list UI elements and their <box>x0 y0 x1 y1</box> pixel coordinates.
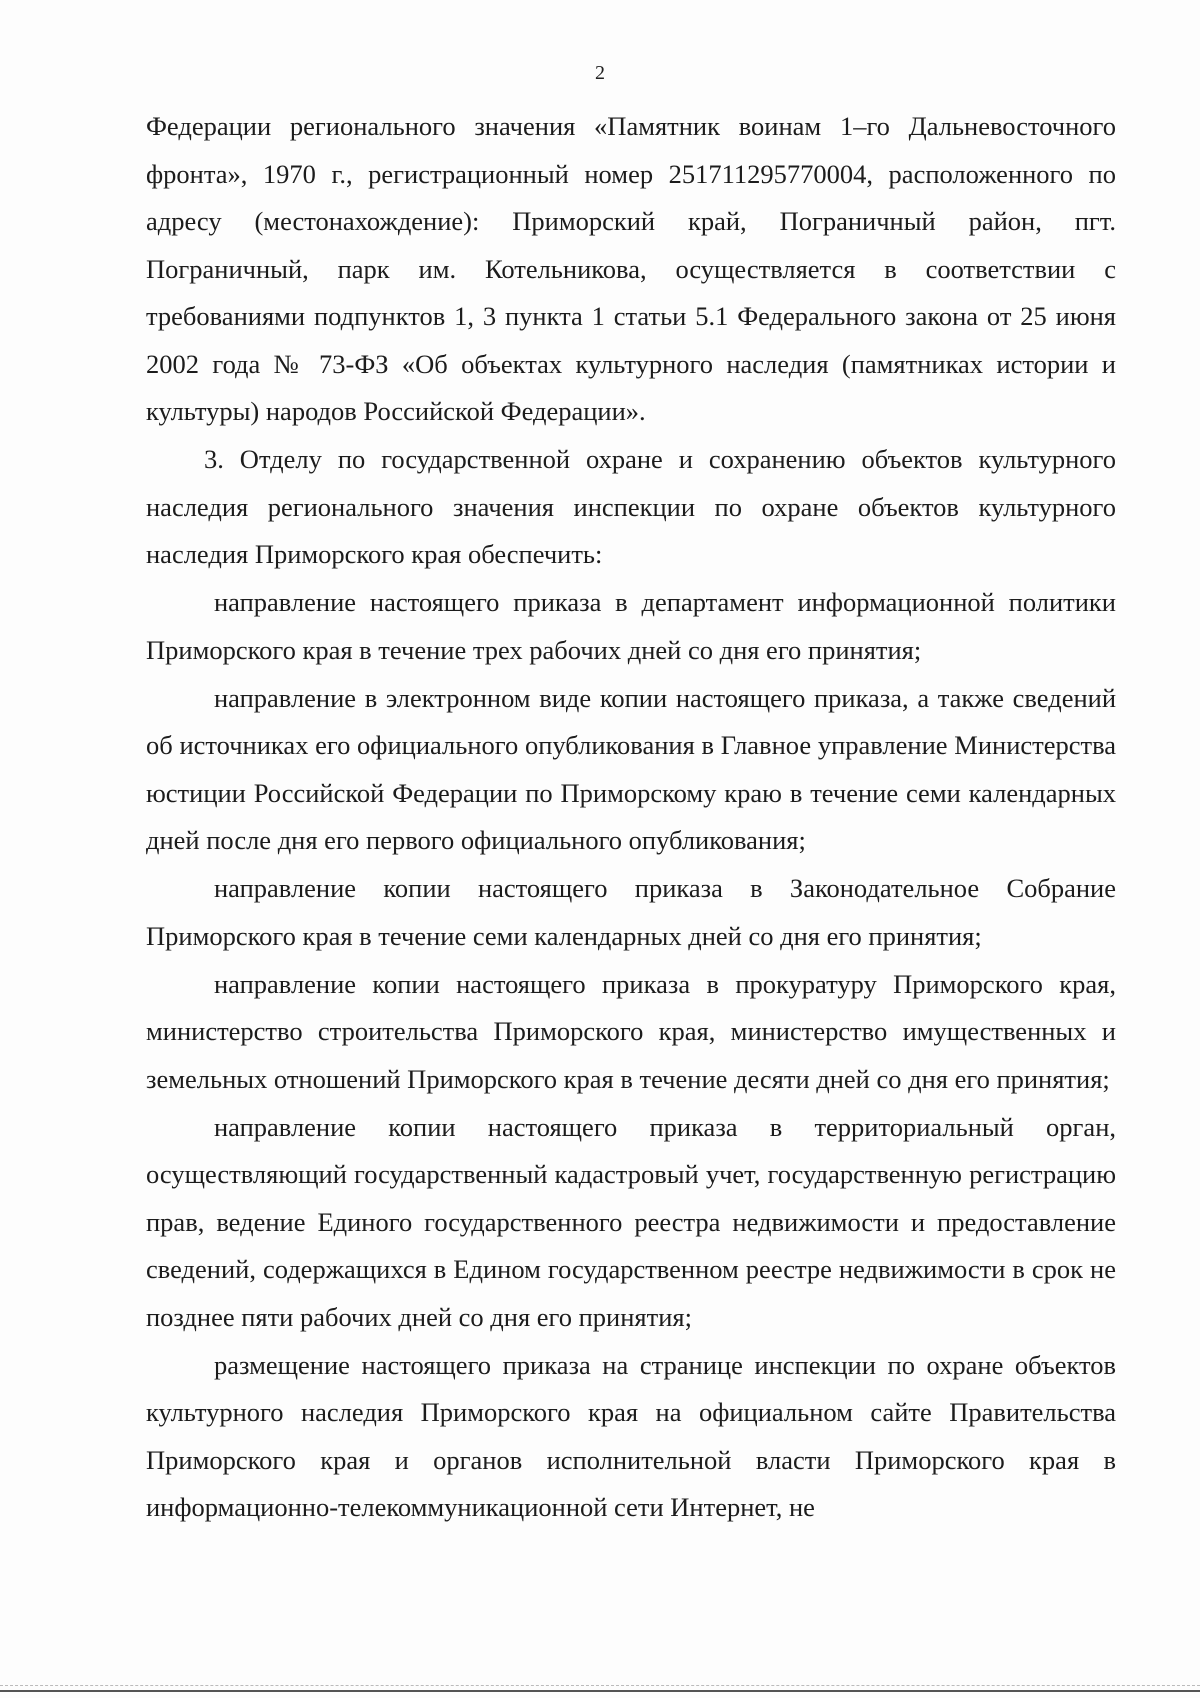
paragraph-justice-ministry: направление в электронном виде копии настоящего приказа, а также сведений об источниках его официального опубликования в Главное управление Министерства юстиции Российской Федерации по Приморскому краю в течение семи календарных дней после дня его первого официального опубликования; <box>146 682 1116 855</box>
paragraph-prosecutor: направление копии настоящего приказа в прокуратуру Приморского края, министерство строительства Приморского края, министерство имущественных и земельных отношений Приморского края в течение десяти дней со дня его принятия; <box>146 968 1116 1094</box>
scan-edge-rule <box>0 1690 1200 1692</box>
paragraph-website-publication: размещение настоящего приказа на странице инспекции по охране объектов культурного наследия Приморского края на официальном сайте Правительства Приморского края и органов исполнительной власти Приморского края в информационно-телекоммуникационной сети Интернет, не <box>146 1349 1116 1522</box>
page-number: 2 <box>595 62 605 84</box>
paragraph-item-3: 3. Отделу по государственной охране и сохранению объектов культурного наследия регионального значения инспекции по охране объектов культурного наследия Приморского края обеспечить: <box>146 444 1116 569</box>
document-body <box>146 103 1116 1532</box>
paragraph-legislative-assembly: направление копии настоящего приказа в Законодательное Собрание Приморского края в течение семи календарных дней со дня его принятия; <box>146 873 1116 951</box>
paragraph-info-policy: направление настоящего приказа в департамент информационной политики Приморского края в течение трех рабочих дней со дня его принятия; <box>146 587 1116 665</box>
scan-edge-dots <box>0 1685 1200 1689</box>
paragraph-monument-registration: Федерации регионального значения «Памятник воинам 1–го Дальневосточного фронта», 1970 г., регистрационный номер 251711295770004, расположенного по адресу (местонахождение): Приморский край, Пограничный район, пгт. Пограничный, парк им. Котельникова, осуществляется в соответствии с требованиями подпунктов 1, 3 пункта 1 статьи 5.1 Федерального закона от 25 июня 2002 года № 73-ФЗ «Об объектах культурного наследия (памятниках истории и культуры) народов Российской Федерации». <box>146 111 1116 426</box>
paragraph-cadastral-body: направление копии настоящего приказа в территориальный орган, осуществляющий государственный кадастровый учет, государственную регистрацию прав, ведение Единого государственного реестра недвижимости и предоставление сведений, содержащихся в Едином государственном реестре недвижимости в срок не позднее пяти рабочих дней со дня его принятия; <box>146 1111 1116 1332</box>
